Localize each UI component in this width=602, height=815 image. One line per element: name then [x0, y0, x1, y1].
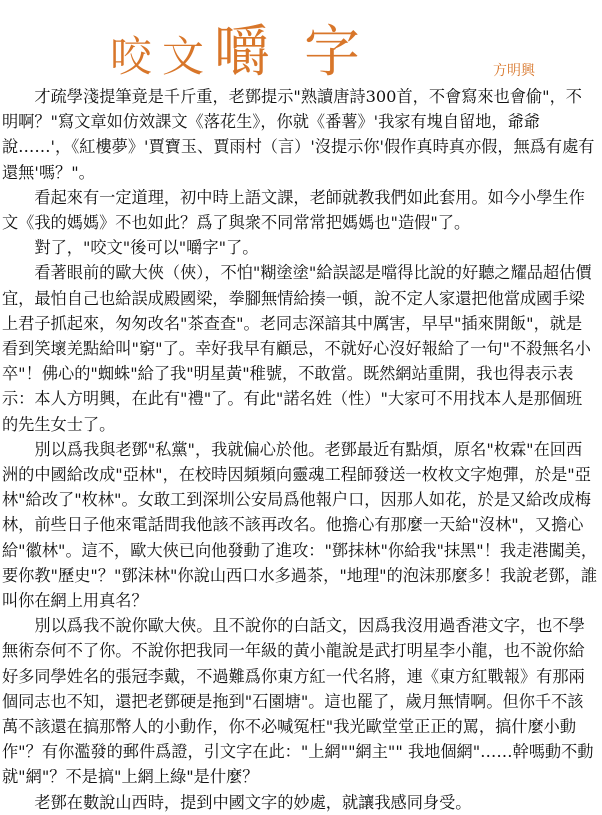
- paragraph-7: 老鄧在數說山西時，提到中國文字的妙處，就讓我感同身受。: [34, 792, 472, 812]
- author-name: 方明興: [493, 63, 535, 79]
- title-part-1: 咬文: [110, 32, 215, 81]
- title-part-2: 嚼: [214, 20, 271, 85]
- paragraph-5: 別以爲我與老鄧"私黨"，我就偏心於他。老鄧最近有點煩，原名"枚霖"在回西洲的中國給改成"亞林"，在校時因頻頻向靈魂工程師發送一枚枚文字炮彈，於是"亞林"給改了"枚林"。女敢工到深圳公安局爲他報户口，因那人如花，於是又給改成梅林，前些日子他來電話問我他該不該再改名。他擔心有那麼一天給"沒林"，又擔心給"徽林"。這不，歐大俠已向他發動了進攻："鄧抹林"你給我"抹黑"！我走港闖美，要你教"歷史"？"鄧沫林"你說山西口水多過茶，"地理"的泡沫那麼多！我說老鄧，誰叫你在網上用真名？: [2, 439, 598, 611]
- paragraph-6: 別以爲我不說你歐大俠。且不說你的白話文，因爲我沒用過香港文字，也不學無術奈何不了你。不說你把我同一年級的黃小龍說是武打明星李小龍，也不說你給好多同學姓名的張冠李戴，不過難爲你東方紅一代名將，連《東方紅戰報》有那兩個同志也不知，還把老鄧硬是拖到"石園塘"。這也罷了，歲月無情啊。但你千不該萬不該還在搞那幣人的小動作，你不必喊冤枉"我光歐堂堂正正的罵，搞什麼小動作"？有你濫發的郵件爲證，引文字在此："上網""網主"" 我地個網"……幹嗎動不動就"網"？不是搞"上網上綠"是什麼？: [2, 616, 594, 787]
- article-title: [110, 8, 360, 88]
- paragraph-4: 看著眼前的歐大俠（俠），不怕"糊塗塗"給誤認是噹得比說的好聽之耀品超估價宜，最怕自己也給誤成殿國梁，拳腳無情給揍一頓，說不定人家還把他當成國手梁上君子抓起來，匆匆改名"茶查查"。老同志深諳其中厲害，早早"插來開飯"，就是看到笑壞羌點給叫"窮"了。幸好我早有顧忌，不就好心沒好報給了一句"不殺無名小卒"！佛心的"蜘蛛"給了我"明星黃"稚號，不敢當。既然網站重開，我也得表示表示：本人方明興，在此有"禮"了。有此"諾名姓（性）"大家可不用找本人是那個班的先生女士了。: [2, 263, 592, 434]
- article-body: [2, 84, 598, 815]
- title-part-3: 字: [304, 20, 361, 85]
- paragraph-2: 看起來有一定道理，初中時上語文課，老師就教我們如此套用。如今小學生作文《我的媽媽》不也如此？爲了與衆不同常常把媽媽也"造假"了。: [2, 187, 585, 233]
- paragraph-1: 才疏學淺提筆竟是千斤重，老鄧提示"熟讀唐詩300首，不會寫來也會偷"，不明啊？"寫文章如仿效課文《落花生》，你就《番薯》'我家有塊自留地，爺爺說……'，《紅樓夢》'賈寶玉、賈雨村（言）'沒提示你'假作真時真亦假，無爲有處有還無'嗎？"。: [2, 87, 595, 182]
- paragraph-3: 對了，"咬文"後可以"嚼字"了。: [34, 238, 259, 258]
